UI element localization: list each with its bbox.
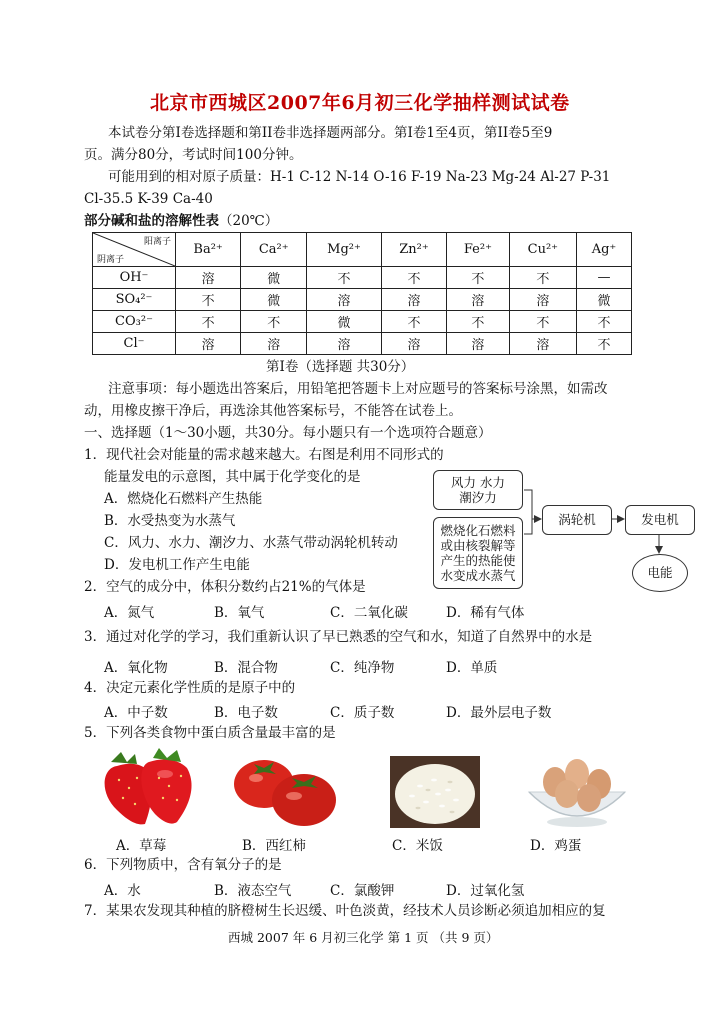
question-2-option-b: B．氧气 <box>214 605 265 621</box>
anion-label: CO₃²⁻ <box>93 311 176 333</box>
table-cell: 溶 <box>381 289 446 311</box>
cation-header: Ca²⁺ <box>241 233 307 267</box>
question-1-option-d: D．发电机工作产生电能 <box>104 557 250 573</box>
diagram-box-thermal-line-3: 产生的热能使 <box>440 553 516 568</box>
cation-header: Zn²⁺ <box>381 233 446 267</box>
table-cell: 不 <box>176 311 241 333</box>
tomato-image <box>228 752 340 830</box>
rice-image <box>390 756 480 828</box>
question-4-option-b: B．电子数 <box>214 705 278 721</box>
solubility-table <box>92 232 632 355</box>
cation-header: Fe²⁺ <box>447 233 509 267</box>
cation-header: Cu²⁺ <box>509 233 576 267</box>
question-3-option-a: A．氧化物 <box>104 660 168 676</box>
question-4-option-d: D．最外层电子数 <box>446 705 552 721</box>
strawberry-image <box>97 748 201 828</box>
question-5-stem: 5．下列各类食物中蛋白质含量最丰富的是 <box>84 725 336 741</box>
table-cell: 微 <box>307 311 382 333</box>
question-5-option-b: B．西红柿 <box>242 838 306 854</box>
question-4-stem: 4．决定元素化学性质的是原子中的 <box>84 680 296 696</box>
question-6-option-b: B．液态空气 <box>214 883 292 899</box>
table-row <box>93 267 632 289</box>
table-cell: 不 <box>447 267 509 289</box>
table-cell: 溶 <box>307 289 382 311</box>
table-cell: 不 <box>577 311 632 333</box>
table-cell: — <box>577 267 632 289</box>
table-cell: 不 <box>241 311 307 333</box>
corner-anion-label: 阴离子 <box>97 255 125 265</box>
part-heading: 一、选择题（1～30小题，共30分。每小题只有一个选项符合题意） <box>84 425 492 441</box>
diagram-box-generator: 发电机 <box>625 505 695 535</box>
question-3-stem: 3．通过对化学的学习，我们重新认识了早已熟悉的空气和水，知道了自然界中的水是 <box>84 629 593 645</box>
eggs-image <box>525 752 629 832</box>
question-1-stem: 1．现代社会对能量的需求越来越大。右图是利用不同形式的 <box>84 447 444 463</box>
anion-label: Cl⁻ <box>93 333 176 355</box>
question-3-option-c: C．纯净物 <box>330 660 395 676</box>
table-cell: 不 <box>307 267 382 289</box>
question-2-option-a: A．氮气 <box>104 605 155 621</box>
anion-label: SO₄²⁻ <box>93 289 176 311</box>
table-cell: 不 <box>381 311 446 333</box>
page-title: 北京市西城区2007年6月初三化学抽样测试试卷 <box>150 92 570 114</box>
diagram-box-thermal-line-2: 或由核裂解等 <box>440 538 516 553</box>
diagram-box-thermal-line-4: 水变成水蒸气 <box>440 568 516 583</box>
question-5-option-a: A．草莓 <box>116 838 167 854</box>
section-heading: 第Ⅰ卷（选择题 共30分） <box>266 359 415 375</box>
question-3-option-d: D．单质 <box>446 660 498 676</box>
table-cell: 微 <box>577 289 632 311</box>
question-4-option-c: C．质子数 <box>330 705 395 721</box>
question-2-option-c: C．二氧化碳 <box>330 605 408 621</box>
table-cell: 溶 <box>447 333 509 355</box>
page-footer: 西城 2007 年 6 月初三化学 第 1 页 （共 9 页） <box>228 930 499 945</box>
table-caption-bold: 部分碱和盐的溶解性表 <box>84 213 219 229</box>
table-cell: 不 <box>509 311 576 333</box>
table-cell: 微 <box>241 267 307 289</box>
table-cell: 不 <box>381 267 446 289</box>
question-1-option-a: A．燃烧化石燃料产生热能 <box>104 491 263 507</box>
atomic-mass-line-2: Cl-35.5 K-39 Ca-40 <box>84 191 213 207</box>
diagram-box-natural-line-2: 潮汐力 <box>459 490 497 505</box>
question-5-option-d: D．鸡蛋 <box>530 838 582 854</box>
question-1-option-b: B．水受热变为水蒸气 <box>104 513 236 529</box>
table-cell: 溶 <box>381 333 446 355</box>
table-cell: 溶 <box>509 333 576 355</box>
table-cell: 溶 <box>307 333 382 355</box>
table-cell: 不 <box>176 289 241 311</box>
table-cell: 不 <box>509 267 576 289</box>
intro-line-2: 页。满分80分，考试时间100分钟。 <box>84 147 303 163</box>
table-corner-cell <box>93 233 176 267</box>
table-cell: 溶 <box>241 333 307 355</box>
table-cell: 溶 <box>447 289 509 311</box>
table-cell: 溶 <box>509 289 576 311</box>
cation-header: Mg²⁺ <box>307 233 382 267</box>
diagram-box-thermal-line-1: 燃烧化石燃料 <box>440 523 516 538</box>
cation-header: Ba²⁺ <box>176 233 241 267</box>
question-6-option-a: A．水 <box>104 883 141 899</box>
table-caption-temp: （20℃） <box>219 213 279 229</box>
table-caption <box>84 212 278 230</box>
question-2-option-d: D．稀有气体 <box>446 605 525 621</box>
question-6-option-c: C．氯酸钾 <box>330 883 395 899</box>
diagram-box-natural-line-1: 风力 水力 <box>451 475 505 490</box>
table-cell: 不 <box>447 311 509 333</box>
notice-line-1: 注意事项：每小题选出答案后，用铅笔把答题卡上对应题号的答案标号涂黑，如需改 <box>108 381 608 397</box>
table-cell: 微 <box>241 289 307 311</box>
table-row <box>93 289 632 311</box>
question-4-option-a: A．中子数 <box>104 705 168 721</box>
table-cell: 溶 <box>176 333 241 355</box>
question-1-option-c: C．风力、水力、潮汐力、水蒸气带动涡轮机转动 <box>104 535 398 551</box>
table-header-row <box>93 233 632 267</box>
diagram-box-turbine: 涡轮机 <box>542 505 612 535</box>
question-7-stem: 7．某果农发现其种植的脐橙树生长迟缓、叶色淡黄，经技术人员诊断必须追加相应的复 <box>84 903 606 919</box>
question-6-stem: 6．下列物质中，含有氧分子的是 <box>84 857 282 873</box>
question-6-option-d: D．过氧化氢 <box>446 883 525 899</box>
anion-label: OH⁻ <box>93 267 176 289</box>
question-1-stem-cont: 能量发电的示意图，其中属于化学变化的是 <box>104 469 361 485</box>
diagram-arrows <box>420 465 710 595</box>
cation-header: Ag⁺ <box>577 233 632 267</box>
diagram-box-electricity: 电能 <box>632 554 688 592</box>
table-cell: 溶 <box>176 267 241 289</box>
question-5-option-c: C．米饭 <box>392 838 443 854</box>
question-3-option-b: B．混合物 <box>214 660 278 676</box>
notice-line-2: 动，用橡皮擦干净后，再选涂其他答案标号，不能答在试卷上。 <box>84 403 462 419</box>
question-2-stem: 2．空气的成分中，体积分数约占21%的气体是 <box>84 579 366 595</box>
intro-line-1: 本试卷分第Ⅰ卷选择题和第II卷非选择题两部分。第Ⅰ卷1至4页，第II卷5至9 <box>108 125 553 141</box>
atomic-mass-line-1: 可能用到的相对原子质量：H-1 C-12 N-14 O-16 F-19 Na-23 Mg-24 Al-27 P-31 <box>108 169 611 185</box>
corner-cation-label: 阳离子 <box>143 237 171 247</box>
table-row <box>93 311 632 333</box>
table-row <box>93 333 632 355</box>
table-cell: 不 <box>577 333 632 355</box>
